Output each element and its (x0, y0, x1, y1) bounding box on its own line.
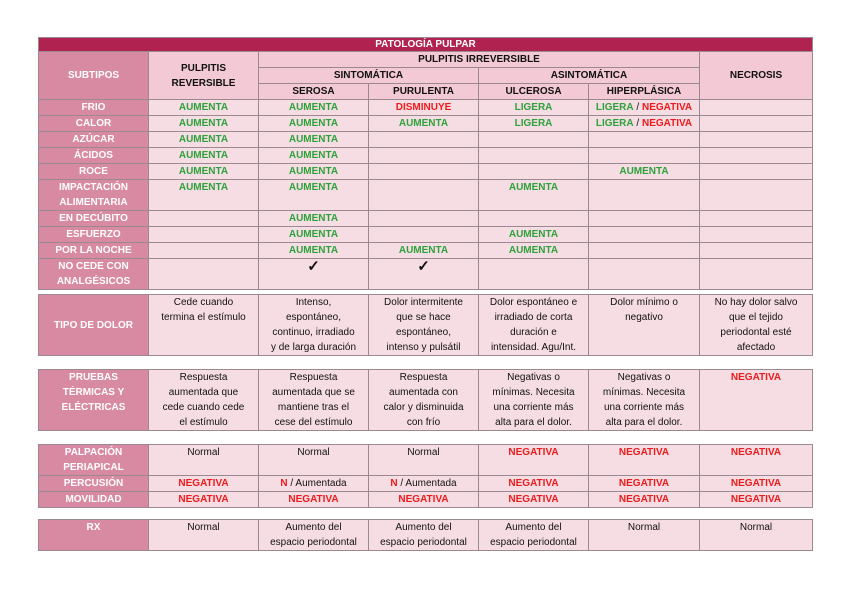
stimulus-cell (589, 132, 700, 148)
exploracion-cell (589, 445, 700, 476)
cell-value: AUMENTA (508, 182, 559, 193)
cell-line: negativo (625, 312, 663, 323)
exploracion-cell (700, 476, 813, 492)
cell-line: Respuesta (399, 372, 448, 383)
cell-line: Negativas o (507, 372, 560, 383)
stimulus-label: ROCE (39, 164, 149, 180)
stimulus-row (39, 259, 813, 290)
stimulus-cell (700, 259, 813, 290)
stimulus-cell (479, 243, 589, 259)
stimulus-cell (589, 180, 700, 211)
cell-value: / Aumentada (397, 478, 457, 489)
cell-line: termina el estímulo (161, 312, 246, 323)
exploracion-cell (700, 445, 813, 476)
cell-value: LIGERA (595, 102, 634, 113)
cell-value: DISMINUYE (395, 102, 452, 113)
cell-line: Normal (627, 522, 661, 533)
cell-line: que se hace (396, 312, 451, 323)
cell-line: Dolor mínimo o (610, 297, 678, 308)
patologia-pulpar-table (38, 37, 813, 290)
header-purulenta: PURULENTA (369, 84, 479, 100)
pruebas-cell (149, 370, 259, 431)
cell-line: con frío (406, 417, 441, 428)
cell-line: Aumento del (285, 522, 342, 533)
cell-value: / (633, 118, 642, 129)
stimulus-cell (149, 243, 259, 259)
cell-line: irradiado de corta (494, 312, 573, 323)
stimulus-cell (149, 164, 259, 180)
tipo_dolor-cell (700, 295, 813, 356)
stimulus-cell (700, 132, 813, 148)
cell-value: NEGATIVA (641, 102, 693, 113)
stimulus-cell (589, 116, 700, 132)
rx-cell (589, 520, 700, 551)
cell-value: NEGATIVA (508, 478, 559, 489)
stimulus-cell (589, 164, 700, 180)
stimulus-cell (479, 100, 589, 116)
cell-value: LIGERA (514, 118, 553, 129)
cell-value: AUMENTA (508, 229, 559, 240)
cell-line: aumentada que (168, 387, 239, 398)
stimulus-cell (259, 243, 369, 259)
cell-value: LIGERA (595, 118, 634, 129)
stimulus-label: EN DECÚBITO (39, 211, 149, 227)
cell-line: calor y disminuida (383, 402, 464, 413)
cell-value: LIGERA (514, 102, 553, 113)
pruebas-cell (700, 370, 813, 431)
cell-line: Normal (739, 522, 773, 533)
cell-line: Aumento del (505, 522, 562, 533)
exploracion-row (39, 492, 813, 508)
stimulus-cell (259, 211, 369, 227)
exploracion-label: PALPACIÓN PERIAPICAL (39, 445, 149, 476)
stimulus-row (39, 116, 813, 132)
stimulus-cell (589, 259, 700, 290)
cell-value: NEGATIVA (508, 494, 559, 505)
stimulus-cell (589, 148, 700, 164)
stimulus-cell (700, 116, 813, 132)
checkmark-icon: ✓ (307, 258, 320, 275)
rx-cell (149, 520, 259, 551)
header-necrosis: NECROSIS (700, 52, 813, 100)
exploracion-table (38, 444, 813, 508)
stimulus-cell (479, 227, 589, 243)
cell-value: AUMENTA (288, 134, 339, 145)
cell-value: NEGATIVA (618, 494, 670, 505)
tipo_dolor-cell (589, 295, 700, 356)
cell-line: aumentada con (389, 387, 458, 398)
exploracion-cell (700, 492, 813, 508)
rx-cell (700, 520, 813, 551)
cell-line: espacio periodontal (270, 537, 357, 548)
stimulus-row (39, 100, 813, 116)
stimulus-label: IMPACTACIÓN ALIMENTARIA (39, 180, 149, 211)
stimulus-label: POR LA NOCHE (39, 243, 149, 259)
pruebas-label: PRUEBAS TÉRMICAS Y ELÉCTRICAS (39, 370, 149, 431)
header-subtipos: SUBTIPOS (39, 52, 149, 100)
cell-value: NEGATIVA (730, 478, 782, 489)
stimulus-row (39, 211, 813, 227)
cell-line: Negativas o (617, 372, 671, 383)
exploracion-cell (479, 492, 589, 508)
cell-value: AUMENTA (398, 118, 449, 129)
stimulus-cell (259, 148, 369, 164)
stimulus-cell (149, 148, 259, 164)
cell-value: NEGATIVA (178, 478, 229, 489)
cell-value: NEGATIVA (730, 447, 782, 458)
cell-value: N (280, 478, 288, 489)
stimulus-cell (149, 259, 259, 290)
stimulus-cell (479, 211, 589, 227)
cell-line: espontáneo, (285, 312, 342, 323)
tipo_dolor-cell (479, 295, 589, 356)
cell-line: NEGATIVA (730, 372, 782, 383)
cell-line: cese del estímulo (274, 417, 353, 428)
stimulus-cell (369, 211, 479, 227)
stimulus-cell (259, 100, 369, 116)
stimulus-cell (369, 259, 479, 290)
cell-line: duración e (510, 327, 557, 338)
cell-line: Normal (187, 522, 220, 533)
stimulus-cell (369, 227, 479, 243)
cell-line: Dolor intermitente (384, 297, 463, 308)
rx-label: RX (39, 520, 149, 551)
cell-value: Normal (187, 447, 220, 458)
cell-value: NEGATIVA (398, 494, 449, 505)
exploracion-cell (369, 445, 479, 476)
cell-value: AUMENTA (178, 166, 229, 177)
cell-value: AUMENTA (619, 166, 669, 177)
stimulus-cell (149, 116, 259, 132)
stimulus-cell (149, 132, 259, 148)
stimulus-row (39, 180, 813, 211)
rx-cell (479, 520, 589, 551)
cell-line: aumentada que se (272, 387, 355, 398)
stimulus-label: ÁCIDOS (39, 148, 149, 164)
exploracion-row (39, 476, 813, 492)
cell-line: Respuesta (179, 372, 228, 383)
stimulus-cell (259, 164, 369, 180)
stimulus-cell (369, 180, 479, 211)
cell-line: mantiene tras el (277, 402, 350, 413)
stimulus-row (39, 227, 813, 243)
stimulus-cell (479, 164, 589, 180)
stimulus-cell (259, 259, 369, 290)
cell-value: / (633, 102, 642, 113)
stimulus-cell (479, 132, 589, 148)
cell-line: Aumento del (395, 522, 452, 533)
stimulus-label: AZÚCAR (39, 132, 149, 148)
cell-value: AUMENTA (288, 150, 339, 161)
exploracion-label: PERCUSIÓN (39, 476, 149, 492)
cell-value: AUMENTA (288, 229, 339, 240)
stimulus-cell (149, 100, 259, 116)
cell-value: AUMENTA (178, 118, 229, 129)
exploracion-cell (149, 445, 259, 476)
rx-cell (259, 520, 369, 551)
stimulus-label: CALOR (39, 116, 149, 132)
cell-value: AUMENTA (288, 213, 339, 224)
cell-line: Respuesta (289, 372, 338, 383)
cell-value: NEGATIVA (508, 447, 559, 458)
stimulus-cell (149, 180, 259, 211)
exploracion-cell (149, 476, 259, 492)
cell-value: AUMENTA (178, 150, 229, 161)
header-ulcerosa: ULCEROSA (479, 84, 589, 100)
stimulus-cell (700, 227, 813, 243)
exploracion-row (39, 445, 813, 476)
header-asintomatica: ASINTOMÁTICA (479, 68, 700, 84)
cell-line: mínimas. Necesita (602, 387, 686, 398)
header-pulpitis-reversible: PULPITIS REVERSIBLE (149, 52, 259, 100)
exploracion-cell (479, 445, 589, 476)
cell-value: AUMENTA (288, 102, 339, 113)
cell-line: espacio periodontal (490, 537, 577, 548)
cell-line: que el tejido (729, 312, 783, 323)
stimulus-label: ESFUERZO (39, 227, 149, 243)
exploracion-label: MOVILIDAD (39, 492, 149, 508)
exploracion-cell (259, 476, 369, 492)
stimulus-cell (369, 243, 479, 259)
cell-value: AUMENTA (178, 102, 229, 113)
stimulus-cell (259, 180, 369, 211)
exploracion-cell (259, 445, 369, 476)
exploracion-cell (589, 492, 700, 508)
pruebas-table (38, 369, 813, 431)
cell-value: NEGATIVA (618, 478, 670, 489)
stimulus-cell (700, 180, 813, 211)
cell-value: AUMENTA (288, 245, 339, 256)
stimulus-cell (369, 148, 479, 164)
cell-value: AUMENTA (178, 134, 229, 145)
stimulus-label: NO CEDE CON ANALGÉSICOS (39, 259, 149, 290)
rx-table (38, 519, 813, 551)
cell-line: alta para el dolor. (605, 417, 683, 428)
cell-value: AUMENTA (508, 245, 559, 256)
cell-line: y de larga duración (270, 342, 357, 353)
stimulus-cell (479, 116, 589, 132)
stimulus-cell (259, 227, 369, 243)
exploracion-cell (259, 492, 369, 508)
cell-line: el estímulo (179, 417, 228, 428)
stimulus-cell (700, 148, 813, 164)
cell-line: espontáneo, (395, 327, 452, 338)
cell-line: mínimas. Necesita (492, 387, 575, 398)
cell-value: Normal (297, 447, 330, 458)
cell-line: periodontal esté (720, 327, 792, 338)
stimulus-cell (369, 164, 479, 180)
cell-line: intensidad. Agu/Int. (490, 342, 577, 353)
table-title: PATOLOGÍA PULPAR (39, 38, 813, 52)
pruebas-cell (369, 370, 479, 431)
header-serosa: SEROSA (259, 84, 369, 100)
stimulus-cell (700, 211, 813, 227)
cell-value: / Aumentada (287, 478, 347, 489)
cell-line: No hay dolor salvo (714, 297, 798, 308)
cell-value: AUMENTA (288, 182, 339, 193)
cell-value: NEGATIVA (641, 118, 693, 129)
stimulus-cell (589, 227, 700, 243)
cell-value: AUMENTA (288, 118, 339, 129)
cell-line: una corriente más (493, 402, 574, 413)
stimulus-label: FRIO (39, 100, 149, 116)
cell-line: cede cuando cede (162, 402, 245, 413)
rx-cell (369, 520, 479, 551)
header-pulpitis-irreversible: PULPITIS IRREVERSIBLE (259, 52, 700, 68)
header-hiperplasica: HIPERPLÁSICA (589, 84, 700, 100)
cell-value: NEGATIVA (618, 447, 670, 458)
stimulus-cell (479, 180, 589, 211)
stimulus-cell (589, 100, 700, 116)
stimulus-row (39, 164, 813, 180)
checkmark-icon: ✓ (417, 258, 430, 275)
pruebas-cell (259, 370, 369, 431)
stimulus-cell (700, 164, 813, 180)
stimulus-cell (700, 243, 813, 259)
stimulus-row (39, 132, 813, 148)
cell-value: NEGATIVA (178, 494, 229, 505)
stimulus-cell (259, 116, 369, 132)
cell-value: Normal (407, 447, 440, 458)
cell-line: una corriente más (603, 402, 685, 413)
cell-value: NEGATIVA (288, 494, 339, 505)
cell-line: Intenso, (295, 297, 332, 308)
cell-line: Dolor espontáneo e (489, 297, 578, 308)
stimulus-cell (259, 132, 369, 148)
stimulus-cell (479, 259, 589, 290)
cell-value: AUMENTA (398, 245, 449, 256)
header-sintomatica: SINTOMÁTICA (259, 68, 479, 84)
stimulus-cell (700, 100, 813, 116)
exploracion-cell (479, 476, 589, 492)
tipo_dolor-cell (149, 295, 259, 356)
stimulus-cell (149, 227, 259, 243)
exploracion-cell (149, 492, 259, 508)
tipo_dolor-cell (369, 295, 479, 356)
exploracion-cell (369, 492, 479, 508)
tipo-dolor-label: TIPO DE DOLOR (39, 295, 149, 356)
stimulus-row (39, 243, 813, 259)
pruebas-cell (589, 370, 700, 431)
cell-value: AUMENTA (178, 182, 229, 193)
stimulus-cell (369, 100, 479, 116)
stimulus-cell (369, 132, 479, 148)
tipo-dolor-table (38, 294, 813, 356)
cell-line: espacio periodontal (380, 537, 467, 548)
cell-line: alta para el dolor. (495, 417, 572, 428)
stimulus-row (39, 148, 813, 164)
cell-value: N (390, 478, 398, 489)
cell-line: intenso y pulsátil (386, 342, 461, 353)
exploracion-cell (369, 476, 479, 492)
stimulus-cell (369, 116, 479, 132)
stimulus-cell (479, 148, 589, 164)
exploracion-cell (589, 476, 700, 492)
cell-value: NEGATIVA (730, 494, 782, 505)
cell-value: AUMENTA (288, 166, 339, 177)
cell-line: Cede cuando (173, 297, 234, 308)
pruebas-cell (479, 370, 589, 431)
stimulus-cell (589, 243, 700, 259)
stimulus-cell (149, 211, 259, 227)
cell-line: continuo, irradiado (272, 327, 355, 338)
stimulus-cell (589, 211, 700, 227)
tipo_dolor-cell (259, 295, 369, 356)
cell-line: afectado (736, 342, 776, 353)
